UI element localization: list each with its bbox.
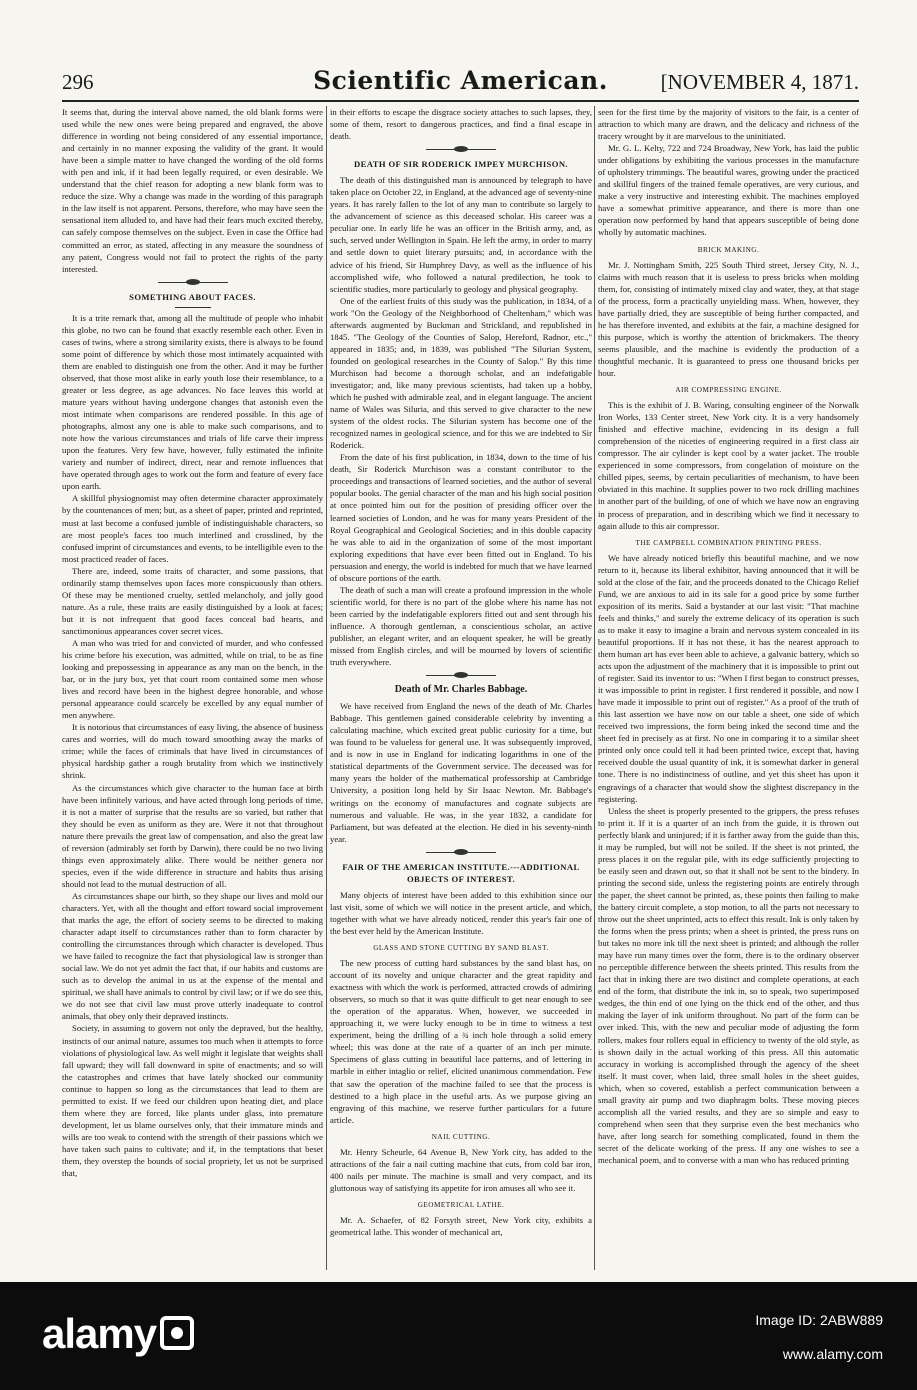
article-paragraph: Mr. A. Schaefer, of 82 Forsyth street, New York city, exhibits a geometrical lathe. This wonder of mechanical art, xyxy=(330,1214,592,1238)
article-paragraph: Society, in assuming to govern not only the depraved, but the healthy, instincts of our animal nature, assumes too much when it attempts to force violations of physiological law. As well might it legislate that weights shall fall upward; they will fall downward in spite of enactments; and so will the catastrophes and crimes that have lately shocked our community continue to happen so long as the circumstances that lead to them are permitted to exist. If we feed our children upon heating diet, and place them where they are forced, like plants under glass, into premature development, let us blame ourselves only, that their immature minds and wills are too weak to contend with the strength of their passions which we have taken such pains to cultivate; and if, in the temptations that beset them, they overstep the bounds of social propriety, let us not be surprised that, xyxy=(62,1023,323,1179)
article-paragraph: Mr. J. Nottingham Smith, 225 South Third street, Jersey City, N. J., claims with much reason that it is useless to press bricks when molding them, for, consisting of intimately mixed clay and water, they, at that stage of the process, form a practically unyielding mass. When, however, they have partially dried, they are susceptible of being further compacted, and he has therefore invented, and exhibits at the fair, a machine designed for this purpose, which is worthy the attention of brickmakers. The theory seems plausible, and the machine is evidently the production of a thoughtful mechanic. It is guaranteed to press one thousand bricks per hour. xyxy=(598,259,859,378)
page-number: 296 xyxy=(62,70,94,94)
article-paragraph: A skillful physiognomist may often determine character approximately by the countenances of men; but, as a sheet of paper, printed and reprinted, must at last become a confused jumble of indistinguishable characters, so are most people's faces too much interlined and crosslined, by the confused imprint of circumstances and events, to be intelligible even to the most practiced reader of faces. xyxy=(62,493,323,564)
header-rule xyxy=(62,100,859,102)
article-paragraph: One of the earliest fruits of this study was the publication, in 1834, of a work "On the Geology of the Neighborhood of Cheltenham," which was afterwards augmented by Buckman and Strickland, and republished in 1845. "The Geology of the Counties of Salop, Hereford, Radnor, etc.," appeared in 1835; and, in 1839, was published "The Silurian System, founded on geological researches in the County of Salop." By this time Murchison had become a thorough scholar, and an indefatigable investigator; and, like many previous scientists, had taken up a hobby, which he pushed with admirable zeal, and in elegant language. The ancient name of Wales was Siluria, and this served to give character to the new system of the oldest rocks. The Silurian system has become one of the recognized names in geological science, and for this we are indebted to Sir Roderick. xyxy=(330,295,592,451)
image-id-label: Image ID: 2ABW889 xyxy=(755,1312,883,1328)
column-3 xyxy=(598,106,859,1272)
article-paragraph: It is a trite remark that, among all the multitude of people who inhabit this globe, no two can be found that exactly resemble each other. Even in cases of twins, where a strong similarity exists, there is always to be found some point of difference by which those most intimately acquainted with them are enabled to distinguish one from the other. And it may be further observed, that those most alike in early youth lose their resemblance, to a greater or less degree, as age advances. No face leaves this world at mature years without having undergone changes that astonish even the most intimate when comparisons are rendered possible. In this age of photographs, almost any one is able to make such comparisons, and to note how the various circumstances and trials of life carve their impress upon the features. Very few have, however, fully estimated the infinite variety and number of indirect, direct, near and remote influences that have operated through ages to work out the form and feature of every face upon earth. xyxy=(62,312,323,492)
article-paragraph: Unless the sheet is properly presented to the grippers, the press refuses to print it. If it is a quarter of an inch from the guide, it is thrown out perfectly blank and uninjured; if it is farther away from the guide than this, it may be rumpled, but will not be soiled. If the sheet is not printed, the press places it on the regular pile, with its edge sufficiently projecting to be easily seen and drawn out, so that it shall not be sent to the bindery. In printing the second side, unless the registering points are entirely through the paper, the sheet cannot be printed, as, these points then failing to make the battery circuit complete, a stop motion, to all the parts not necessary to throw out the sheet unprinted, acts to effect this result. Ink is only taken by the forms when the press prints; when a sheet is printed, the press runs on but takes no more ink till the next sheet is printed; and although the roller may have run many times over the form, there is to the ordinary observer no perceptible difference between the sheets printed. This results from the fact that in inking there are two distinct and complete operations, at each end of the form, that distribute the ink in, so to speak, two superimposed wedges, the thin end of one lying on the thick end of the other, and thus making the layer of ink uniform throughout. No part of the form can be over inked. This, with the new and peculiar mode of adjusting the form rollers, makes four rollers equal in efficiency to twenty of the old style, as is shown daily in the actual working of this press. All this automatic accuracy in working is accomplished through the agency of the sheet itself. It must cover, when laid, three small holes in the sheet guides, which, when so covered, establish a perfect communication between a small gravity air pump and two diaphragm bolts. These moving pieces accomplish all the varied results, and they are so simple and easy to comprehend when seen that they surprise even the best mechanics who have, after long search for something complicated, found in them the secret of the delicate working of the press. If any one wishes to see a mechanical poem, and to converse with a man who has reduced printing xyxy=(598,805,859,1165)
article-heading: FAIR OF THE AMERICAN INSTITUTE.---ADDITIONAL OBJECTS OF INTEREST. xyxy=(342,861,580,884)
section-subheading: THE CAMPBELL COMBINATION PRINTING PRESS. xyxy=(635,538,822,547)
article-paragraph: Many objects of interest have been added to this exhibition since our last visit, some of which we will notice in the present article, and which, together with what we have already noticed, render this year's fair one of the best ever held by the American Institute. xyxy=(330,889,592,936)
page-header xyxy=(62,66,859,98)
ornament-divider xyxy=(62,278,323,287)
article-paragraph: From the date of his first publication, in 1834, down to the time of his death, Sir Roderick Murchison was a constant contributor to the proceedings and transactions of learned societies, and the author of several popular books. The genial character of the man and his high social position at once pointed him out for the position of presiding officer over the learned societies of London, and he was for many years President of the Royal Geographical and Geological Societies; and in this double capacity he was able to aid in the organization of some of the most important exploring expeditions that have ever been fitted out in England. To his persuasion and energy, the world is indebted for much that we have learned of obscure portions of the earth. xyxy=(330,452,592,583)
short-rule xyxy=(175,307,211,308)
column-1 xyxy=(62,106,323,1272)
article-paragraph: seen for the first time by the majority of visitors to the fair, is a center of attraction to which many are drawn, and the delicacy and richness of the tracery wrought by it are marvelous to the uninitiated. xyxy=(598,107,859,142)
ornament-divider xyxy=(330,671,592,680)
article-paragraph: As circumstances shape our birth, so they shape our lives and mold our characters. Yet, with all the thought and effort toward social improvement that marks the age, the effort of society seems to be directed to making character adapt itself to circumstances rather than to form character by controlling the circumstances through which character is developed. Thus we have failed to recognize the fact that physiological law is stronger than social law. We do not yet admit the fact that, if our habits and customs are such as to develop the animal in us at the expense of the mental and spiritual, we shall have animals to control by civil law; or if we do see this, we do not see that civil law must prove utterly inadequate to control animals, that obey only their depraved instincts. xyxy=(62,890,323,1022)
watermark-text: alamy xyxy=(42,1310,157,1357)
article-paragraph: A man who was tried for and convicted of murder, and who confessed his crime before his execution, was admitted, while on trial, to be as fine looking and prepossessing in appearance as any man on the bench, in the bar, or in the jury box, yet that court room contained some men whose lives and record have been in the highest degree honorable, and whose personal appearance could scarcely be excelled by any equal number of men anywhere. xyxy=(62,637,323,721)
site-url-label: www.alamy.com xyxy=(782,1346,883,1362)
article-paragraph: As the circumstances which give character to the human face at birth have been infinitely various, and have acted through long periods of time, it is not a matter of surprise that the results are so varied, but rather that they should be even as uniform as they are. Were it not that throughout nature there prevails the great law of compensation, and also the great law of reversion (admirably set forth by Darwin), there could be no two living things even approximately alike. There would be neither genera nor species, even if the wide difference in structure and habits thus arising should not lead to the mutual destruction of all. xyxy=(62,782,323,889)
camera-icon xyxy=(160,1316,194,1350)
ornament-divider xyxy=(330,145,592,154)
article-paragraph: This is the exhibit of J. B. Waring, consulting engineer of the Norwalk Iron Works, 133 Center street, New York city. It is a very handsomely finished and effective machine, evidencing in its design a full comprehension of the niceties of engineering required in a first class air compressor. The air cylinder is kept cool by a water jacket. The trouble experienced in some compressors, from congelation of moisture on the chilled pipes, seems, by certain peculiarities of mechanism, to have been obviated in this machine. It supplies power to two rock drilling machines in another part of the building, of one of which we have now an engraving in process of preparation, and in describing which we find it necessary to again allude to this air compressor. xyxy=(598,400,859,531)
column-divider xyxy=(594,106,595,1270)
article-paragraph: We have received from England the news of the death of Mr. Charles Babbage. This gentlemen gained considerable celebrity by inventing a calculating machine, which excited great public curiosity for a time, but was found to be valueless for general use. It was subsequently improved, and is now in use in England for indicating logarithms in one of the statistical departments of the Government service. The deceased was for many years the holder of the mathematical professorship at Cambridge University, a position long held by Sir Isaac Newton. Mr. Babbage's writings on the economy of manufactures and cognate subjects are numerous and valuable. He was, in the year 1832, a candidate for Parliament, but was defeated at the election. He died in his seventy-ninth year. xyxy=(330,701,592,844)
section-subheading: GEOMETRICAL LATHE. xyxy=(417,1200,505,1209)
ornament-divider xyxy=(330,848,592,857)
column-divider xyxy=(326,106,327,1270)
section-subheading: AIR COMPRESSING ENGINE. xyxy=(675,386,782,395)
article-paragraph: There are, indeed, some traits of character, and some passions, that ordinarily stamp themselves upon faces more conspicuously than others. Of these may be mentioned cruelty, settled melancholy, and jolly good nature. As a rule, these traits are easily distinguished by a look at faces; but it is not infrequent that good faces conceal bad hearts, and sanctimonious appearances cover secret vices. xyxy=(62,565,323,636)
article-paragraph: The death of such a man will create a profound impression in the whole scientific world, for there is no part of the globe where his name has not been carried by the indefatigable explorers fitted out and sent through his influence. A thorough gentleman, a conscientious scholar, an active publisher, an elegant writer, and an eloquent speaker, he will be greatly missed from English circles, and will be mourned by lovers of scientific truth everywhere. xyxy=(330,584,592,668)
article-heading: Death of Mr. Charles Babbage. xyxy=(394,684,528,696)
section-subheading: NAIL CUTTING. xyxy=(431,1132,491,1141)
section-subheading: BRICK MAKING. xyxy=(697,245,760,254)
article-heading: SOMETHING ABOUT FACES. xyxy=(129,291,256,302)
article-paragraph: We have already noticed briefly this beautiful machine, and we now return to it, because its liberal exhibitor, having announced that it will be sold at the close of the fair, and the proceeds donated to the Chicago Relief Fund, we are anxious to aid in its sale for a good price by some further exposition of its merits. Said a bystander at our last visit: "That machine feels and thinks," and surely the extreme delicacy of its operation is such as to make it easy to imagine a brain and nervous system concealed in its beautiful proportions. If it has not these, it has the nearest approach to them human art has ever been able to achieve, a galvanic battery, which so acts upon the adjustment of the machinery that it is impossible to print out of register. Said its inventor to us: "When I first began to construct presses, it was impossible to print in register. I first rendered it possible, and now I have made it impossible to print out of register." As a proof of the truth of this last assertion we have now on our table a sheet, one side of which received two impressions, the form being inked the second time and the sheet fed in precisely as at first. No one in comparing it to a similar sheet printed only once could tell it had been printed twice, except that, having received double the usual quantity of ink, it is somewhat darker in general tone. There is no indistinctness of outline, and yet this sheet has upon it engravings of a character that would show the slightest discrepancy in the registering. xyxy=(598,552,859,804)
article-paragraph: Mr. Henry Scheurle, 64 Avenue B, New York city, has added to the attractions of the fair a nail cutting machine that cuts, from cold bar iron, 400 nails per minute. The machine is small and very compact, and its gluttonous way of satisfying its appetite for iron amuses all who see it. xyxy=(330,1146,592,1193)
article-paragraph: in their efforts to escape the disgrace society attaches to such lapses, they, some of them, resort to dangerous practices, and find a final escape in death. xyxy=(330,107,592,142)
article-paragraph: It seems that, during the interval above named, the old blank forms were used while the new ones were being prepared and engraved, the above difference in wording not being considered of any essential importance, and certainly in no manner exposing the validity of the grant. It would have been a simple matter to have changed the wording of the old forms with pen and ink, if it had been legally required, or even desirable. We understand that the chief reason for adopting a new blank form was to reduce the size. Why a change was made in the wording of this paragraph in the law itself is not apparent. Persons, therefore, who may have seen the sensational item alluded to, and have had their fears much excited thereby, can safely compose themselves on the subject. Even in case the Office had committed an error, as stated, affecting in any measure the soundness of any patent, Congress would not fail to protect the rights of the party interested. xyxy=(62,107,323,274)
stock-footer-bar xyxy=(0,1282,917,1390)
section-subheading: GLASS AND STONE CUTTING BY SAND BLAST. xyxy=(373,944,549,952)
article-paragraph: It is notorious that circumstances of easy living, the absence of business cares and worries, will do much toward smoothing away the marks of crime; while the faces of criminals that have lived in circumstances of physical hardship gather a rough brutality from which we instinctively shrink. xyxy=(62,722,323,781)
issue-date: [NOVEMBER 4, 1871. xyxy=(660,70,859,94)
watermark-logo xyxy=(42,1310,194,1358)
article-paragraph: The new process of cutting hard substances by the sand blast has, on account of its novelty and unique character and the great rapidity and exactness with which the work is performed, attracted crowds of admiring observers, so much so that it was quite difficult to get near enough to see the operation of the apparatus. When, however, we succeeded in approaching it, we were lucky enough to be in time to witness a test experiment, being the drilling of a ¾ inch hole through a solid emery wheel; this was done at the rate of a quarter of an inch per minute. Specimens of glass cutting in beautiful lace patterns, and of lettering in marble in either intaglio or relief, elicited unanimous commendation. Few that saw the operation of the machine failed to see that the process is destined to a high place in the useful arts. As we purpose giving an engraving of this machine, we reserve further particulars for a future article. xyxy=(330,958,592,1125)
article-paragraph: Mr. G. L. Kelty, 722 and 724 Broadway, New York, has laid the public under obligations by exhibiting the various processes in the manufacture of upholstery trimmings. The beautiful wares, growing under the practiced and skillful fingers of the trained female operatives, are very curious, and make a very instructive and interesting exhibit. The machines employed have a somewhat primitive appearance, and there is more than one operation now performed by hand that appears susceptible of being done wholly by automatic machines. xyxy=(598,143,859,238)
article-paragraph: The death of this distinguished man is announced by telegraph to have taken place on October 22, in England, at the advanced age of seventy-nine years. It has rarely fallen to the lot of any man to contribute so largely to the advancement of science as this deceased scholar. His career was a peculiar one. In early life he was an officer in the British army, and, as such, served under Wellington in Spain. He left the army, in order to marry and settle down to quiet literary pursuits; and, in accordance with the advice of his friend, Sir Humphrey Davy, as well as the influence of his accomplished wife, who followed a natural predilection, he took to scientific studies, more particularly to geology and physical geography. xyxy=(330,175,592,294)
column-2 xyxy=(330,106,592,1272)
article-heading: DEATH OF SIR RODERICK IMPEY MURCHISON. xyxy=(354,159,568,170)
masthead-title: Scientific American. xyxy=(313,66,608,95)
